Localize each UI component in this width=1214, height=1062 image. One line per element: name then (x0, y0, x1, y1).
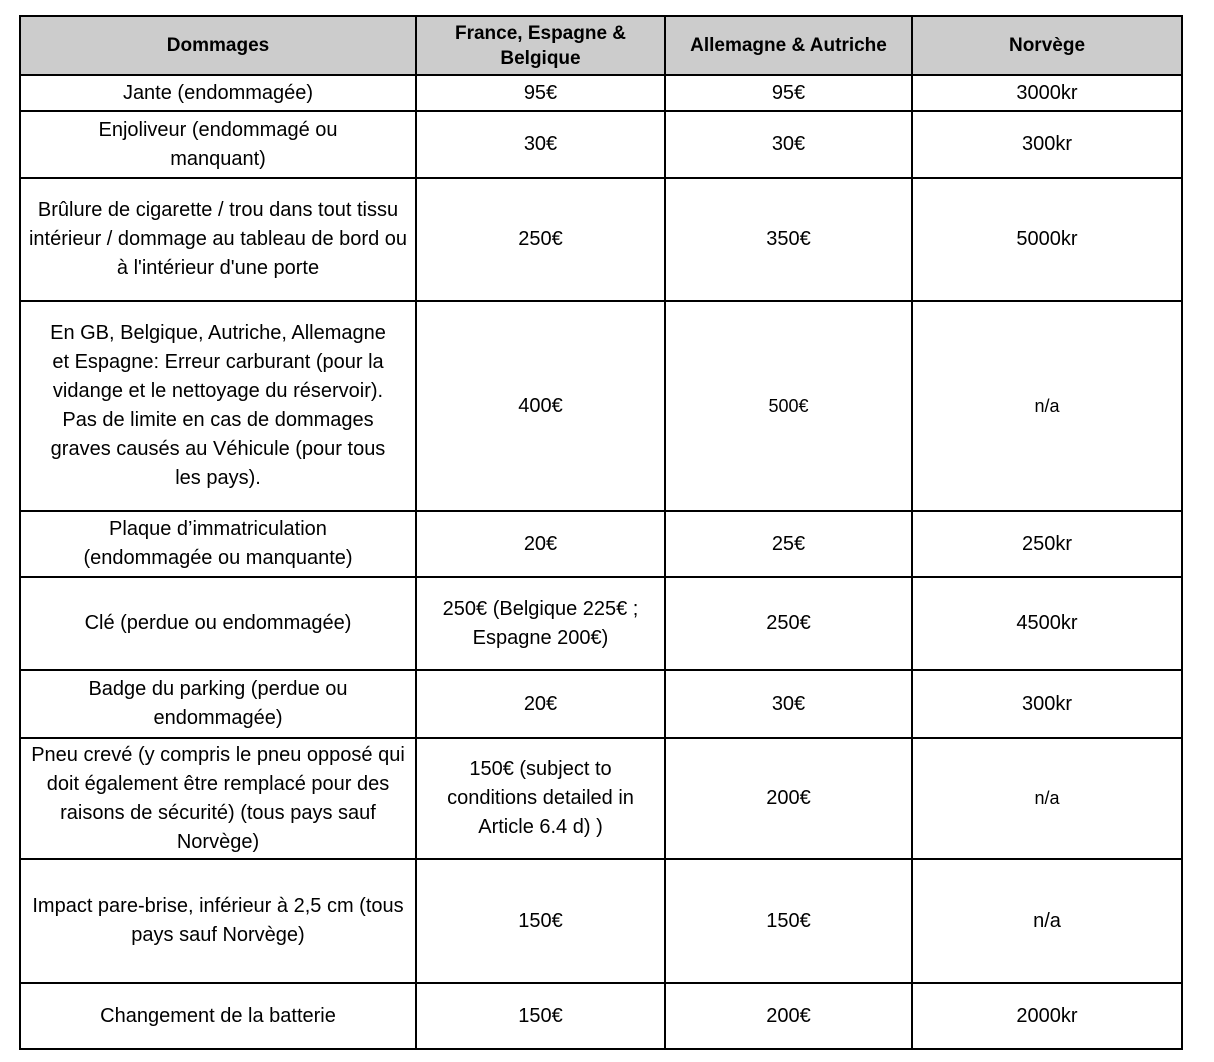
header-norway: Norvège (912, 16, 1182, 75)
price-no: 250kr (912, 511, 1182, 577)
price-fr-es-be: 95€ (416, 75, 665, 111)
header-row (20, 16, 1182, 75)
price-no: n/a (912, 301, 1182, 511)
price-de-at: 25€ (665, 511, 912, 577)
price-no: n/a (912, 859, 1182, 983)
table-row (20, 178, 1182, 301)
header-france-spain-belgium: France, Espagne & Belgique (416, 16, 665, 75)
damage-cell: Jante (endommagée) (20, 75, 416, 111)
damage-cell: Brûlure de cigarette / trou dans tout tissu intérieur / dommage au tableau de bord ou à l'intérieur d'une porte (20, 178, 416, 301)
price-fr-es-be: 150€ (416, 983, 665, 1049)
price-de-at: 500€ (665, 301, 912, 511)
header-damage: Dommages (20, 16, 416, 75)
table-row (20, 859, 1182, 983)
price-de-at: 200€ (665, 983, 912, 1049)
price-no: 2000kr (912, 983, 1182, 1049)
price-no: n/a (912, 738, 1182, 859)
damage-cell: Pneu crevé (y compris le pneu opposé qui doit également être remplacé pour des raisons de sécurité) (tous pays sauf Norvège) (20, 738, 416, 859)
table-row (20, 738, 1182, 859)
price-fr-es-be: 30€ (416, 111, 665, 178)
table-row (20, 111, 1182, 178)
price-fr-es-be: 400€ (416, 301, 665, 511)
price-no: 4500kr (912, 577, 1182, 670)
price-no: 300kr (912, 670, 1182, 738)
price-de-at: 200€ (665, 738, 912, 859)
table-row (20, 983, 1182, 1049)
damage-cell: En GB, Belgique, Autriche, Allemagne et Espagne: Erreur carburant (pour la vidange et le nettoyage du réservoir). Pas de limite en cas de dommages graves causés au Véhicule (pour tous les pays). (20, 301, 416, 511)
price-de-at: 150€ (665, 859, 912, 983)
table-row (20, 75, 1182, 111)
price-fr-es-be: 20€ (416, 511, 665, 577)
price-de-at: 95€ (665, 75, 912, 111)
price-fr-es-be: 150€ (416, 859, 665, 983)
price-no: 3000kr (912, 75, 1182, 111)
price-fr-es-be: 250€ (416, 178, 665, 301)
price-no: 300kr (912, 111, 1182, 178)
damage-fees-table (19, 15, 1183, 1050)
table-row (20, 301, 1182, 511)
price-de-at: 350€ (665, 178, 912, 301)
damage-cell: Badge du parking (perdue ou endommagée) (20, 670, 416, 738)
price-fr-es-be: 150€ (subject to conditions detailed in Article 6.4 d) ) (416, 738, 665, 859)
price-de-at: 30€ (665, 670, 912, 738)
damage-cell: Changement de la batterie (20, 983, 416, 1049)
table-row (20, 670, 1182, 738)
price-no: 5000kr (912, 178, 1182, 301)
price-fr-es-be: 250€ (Belgique 225€ ; Espagne 200€) (416, 577, 665, 670)
damage-cell: Enjoliveur (endommagé ou manquant) (20, 111, 416, 178)
table-row (20, 511, 1182, 577)
header-germany-austria: Allemagne & Autriche (665, 16, 912, 75)
price-fr-es-be: 20€ (416, 670, 665, 738)
damage-cell: Impact pare-brise, inférieur à 2,5 cm (tous pays sauf Norvège) (20, 859, 416, 983)
table-row (20, 577, 1182, 670)
price-de-at: 250€ (665, 577, 912, 670)
damage-cell: Clé (perdue ou endommagée) (20, 577, 416, 670)
damage-cell: Plaque d’immatriculation (endommagée ou manquante) (20, 511, 416, 577)
price-de-at: 30€ (665, 111, 912, 178)
